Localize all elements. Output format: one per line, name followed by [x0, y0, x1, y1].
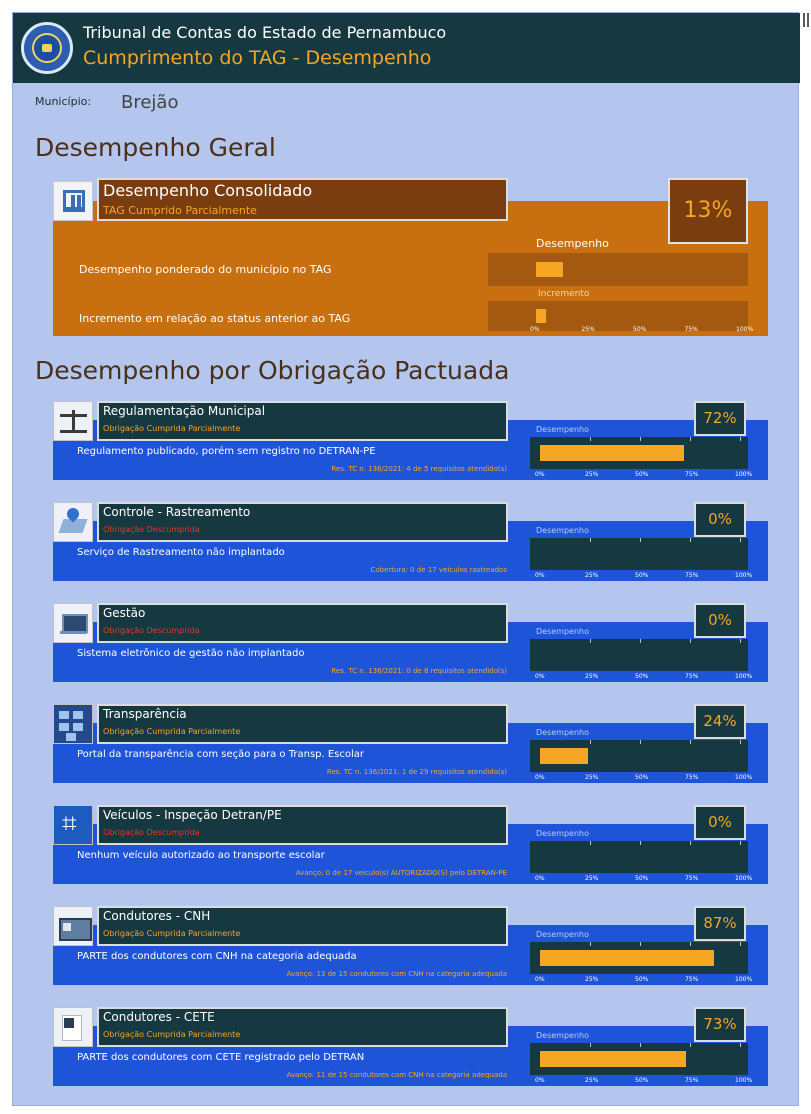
obligation-detail: Cobertura: 0 de 17 veículos rastreados	[370, 566, 507, 574]
obligation-head	[97, 603, 508, 643]
id-card-icon	[53, 906, 93, 946]
obligation-detail: Avanço: 11 de 15 condutores com CNH na categoria adequada	[286, 1071, 507, 1079]
axis-tick-label: 50%	[635, 673, 649, 680]
axis-tick-label: 100%	[735, 875, 753, 882]
axis-tick-label: 100%	[735, 471, 753, 478]
axis-tick-label: 100%	[735, 774, 753, 781]
axis-tick	[640, 841, 641, 845]
obligation-status: Obrigação Cumprida Parcialmente	[103, 929, 241, 938]
obligation-title: Veículos - Inspeção Detran/PE	[103, 808, 282, 822]
obligation-detail: Avanço: 0 de 17 veículo(s) AUTORIZADO(S) pelo DETRAN-PE	[295, 869, 507, 877]
obligation-bar-caption: Desempenho	[536, 1031, 589, 1040]
obligation-description: Portal da transparência com seção para o Transp. Escolar	[77, 749, 365, 760]
axis-tick-label: 50%	[635, 875, 649, 882]
obligation-bar	[540, 1051, 686, 1067]
axis-tick-label: 50%	[633, 326, 647, 333]
report-header	[13, 13, 800, 83]
obligation-title: Controle - Rastreamento	[103, 505, 251, 519]
axis-tick-label: 0%	[535, 875, 545, 882]
obligation-bar-track	[530, 942, 748, 974]
axis-tick-label: 75%	[685, 774, 699, 781]
certificate-icon	[53, 1007, 93, 1047]
axis-tick-label: 100%	[735, 673, 753, 680]
obligation-percent: 73%	[694, 1007, 746, 1042]
obligation-bar-caption: Desempenho	[536, 829, 589, 838]
obligation-percent: 24%	[694, 704, 746, 739]
geral-card-status: TAG Cumprido Parcialmente	[103, 204, 257, 217]
axis-tick-label: 0%	[535, 774, 545, 781]
geral-row1-label: Desempenho ponderado do município no TAG	[79, 263, 332, 276]
axis-tick-label: 100%	[735, 572, 753, 579]
axis-tick-label: 0%	[535, 572, 545, 579]
geral-row2-bar	[536, 309, 546, 323]
obligation-description: Regulamento publicado, porém sem registro no DETRAN-PE	[77, 446, 376, 457]
header-title: Tribunal de Contas do Estado de Pernambuco	[83, 23, 447, 42]
report-page	[12, 12, 799, 1106]
axis-tick-label: 75%	[685, 976, 699, 983]
obligation-description: PARTE dos condutores com CNH na categoria adequada	[77, 951, 357, 962]
axis-tick	[590, 538, 591, 542]
axis-tick-label: 25%	[585, 875, 599, 882]
axis-tick-label: 25%	[581, 326, 595, 333]
obligation-bar	[540, 445, 684, 461]
obligation-detail: Res. TC n. 136/2021: 4 de 5 requisitos atendido(s)	[331, 465, 507, 473]
axis-tick-label: 100%	[736, 326, 754, 333]
section-title-obrigacoes: Desempenho por Obrigação Pactuada	[35, 356, 510, 385]
axis-tick-label: 50%	[635, 1077, 649, 1084]
obligation-bar-track	[530, 538, 748, 570]
obligation-title: Regulamentação Municipal	[103, 404, 266, 418]
obligation-bar-track	[530, 437, 748, 469]
axis-tick	[640, 740, 641, 744]
axis-tick-label: 0%	[535, 976, 545, 983]
obligation-percent: 0%	[694, 603, 746, 638]
axis-tick	[690, 942, 691, 946]
obligation-status: Obrigação Cumprida Parcialmente	[103, 727, 241, 736]
axis-tick	[690, 639, 691, 643]
axis-tick	[740, 538, 741, 542]
axis-tick	[590, 740, 591, 744]
axis-tick	[590, 942, 591, 946]
axis-tick-label: 75%	[685, 471, 699, 478]
obligation-description: Sistema eletrônico de gestão não implantado	[77, 648, 305, 659]
obligation-head	[97, 1007, 508, 1047]
obligation-head	[97, 704, 508, 744]
axis-tick	[640, 1043, 641, 1047]
axis-tick-label: 75%	[685, 673, 699, 680]
geral-row2-track	[488, 301, 748, 331]
obligation-status: Obrigação Cumprida Parcialmente	[103, 424, 241, 433]
obligation-bar-track	[530, 841, 748, 873]
axis-tick-label: 100%	[735, 976, 753, 983]
axis-tick-label: 50%	[635, 572, 649, 579]
obligation-percent: 0%	[694, 502, 746, 537]
axis-tick	[640, 538, 641, 542]
obligation-title: Condutores - CNH	[103, 909, 211, 923]
obligation-percent: 87%	[694, 906, 746, 941]
obligation-bar-caption: Desempenho	[536, 526, 589, 535]
obligation-description: Serviço de Rastreamento não implantado	[77, 547, 285, 558]
axis-tick	[690, 538, 691, 542]
axis-tick	[690, 437, 691, 441]
obligation-bar-caption: Desempenho	[536, 425, 589, 434]
geral-card	[53, 201, 768, 336]
obligation-bar-caption: Desempenho	[536, 930, 589, 939]
obligation-status: Obrigação Cumprida Parcialmente	[103, 1030, 241, 1039]
axis-tick	[740, 740, 741, 744]
dashboard-icon	[53, 704, 93, 744]
axis-tick-label: 0%	[535, 1077, 545, 1084]
obligation-bar-caption: Desempenho	[536, 728, 589, 737]
obligation-status: Obrigação Descumprida	[103, 525, 200, 534]
axis-tick-label: 75%	[684, 326, 698, 333]
obligation-bar	[540, 950, 714, 966]
geral-row1-track	[488, 253, 748, 286]
obligation-head	[97, 906, 508, 946]
obligation-bar-caption: Desempenho	[536, 627, 589, 636]
obligation-percent: 0%	[694, 805, 746, 840]
axis-tick-label: 75%	[685, 1077, 699, 1084]
axis-tick	[740, 1043, 741, 1047]
obligation-description: PARTE dos condutores com CETE registrado pelo DETRAN	[77, 1052, 365, 1063]
desempenho-caption: Desempenho	[536, 237, 609, 250]
axis-tick-label: 25%	[585, 673, 599, 680]
obligation-head	[97, 401, 508, 441]
axis-tick	[690, 1043, 691, 1047]
axis-tick	[740, 841, 741, 845]
obligation-bar-track	[530, 1043, 748, 1075]
obligation-status: Obrigação Descumprida	[103, 828, 200, 837]
obligation-title: Gestão	[103, 606, 146, 620]
axis-tick-label: 100%	[735, 1077, 753, 1084]
axis-tick	[640, 437, 641, 441]
axis-tick-label: 25%	[585, 1077, 599, 1084]
obligation-bar-track	[530, 740, 748, 772]
axis-tick	[740, 639, 741, 643]
axis-tick	[590, 1043, 591, 1047]
axis-tick-label: 75%	[685, 572, 699, 579]
detran-icon	[53, 805, 93, 845]
obligation-status: Obrigação Descumprida	[103, 626, 200, 635]
obligation-description: Nenhum veículo autorizado ao transporte escolar	[77, 850, 325, 861]
obligation-detail: Res. TC n. 136/2021: 1 de 29 requisitos atendido(s)	[326, 768, 507, 776]
geral-row1-bar	[536, 262, 563, 277]
axis-tick-label: 75%	[685, 875, 699, 882]
axis-tick-label: 50%	[635, 976, 649, 983]
axis-tick-label: 50%	[635, 471, 649, 478]
axis-tick	[740, 942, 741, 946]
axis-tick-label: 0%	[530, 326, 540, 333]
scale-icon	[53, 401, 93, 441]
axis-tick	[590, 437, 591, 441]
axis-tick	[740, 437, 741, 441]
obligation-detail: Res. TC n. 136/2021: 0 de 8 requisitos atendido(s)	[331, 667, 507, 675]
axis-tick-label: 0%	[535, 673, 545, 680]
axis-tick	[590, 841, 591, 845]
obligation-bar-track	[530, 639, 748, 671]
incremento-caption: Incremento	[538, 289, 590, 299]
axis-tick	[590, 639, 591, 643]
obligation-detail: Avanço: 13 de 15 condutores com CNH na categoria adequada	[286, 970, 507, 978]
axis-tick	[640, 942, 641, 946]
obligation-title: Transparência	[103, 707, 187, 721]
axis-tick	[690, 740, 691, 744]
building-icon	[53, 181, 93, 221]
axis-tick-label: 25%	[585, 572, 599, 579]
map-pin-icon	[53, 502, 93, 542]
obligation-percent: 72%	[694, 401, 746, 436]
tce-seal-icon	[21, 22, 73, 74]
geral-row2-label: Incremento em relação ao status anterior ao TAG	[79, 312, 351, 325]
axis-tick-label: 50%	[635, 774, 649, 781]
header-subtitle: Cumprimento do TAG - Desempenho	[83, 47, 432, 69]
axis-tick-label: 0%	[535, 471, 545, 478]
municipio-value: Brejão	[121, 92, 179, 113]
qr-code-icon	[803, 13, 811, 27]
obligation-title: Condutores - CETE	[103, 1010, 215, 1024]
axis-tick-label: 25%	[585, 471, 599, 478]
obligation-head	[97, 805, 508, 845]
geral-head	[97, 178, 508, 221]
geral-card-title: Desempenho Consolidado	[103, 181, 313, 200]
computer-icon	[53, 603, 93, 643]
axis-tick-label: 25%	[585, 976, 599, 983]
obligation-head	[97, 502, 508, 542]
axis-tick-label: 25%	[585, 774, 599, 781]
obligation-bar	[540, 748, 588, 764]
axis-tick	[640, 639, 641, 643]
municipio-label: Município:	[35, 95, 92, 108]
axis-tick	[690, 841, 691, 845]
geral-percent: 13%	[668, 178, 748, 244]
section-title-geral: Desempenho Geral	[35, 133, 276, 162]
